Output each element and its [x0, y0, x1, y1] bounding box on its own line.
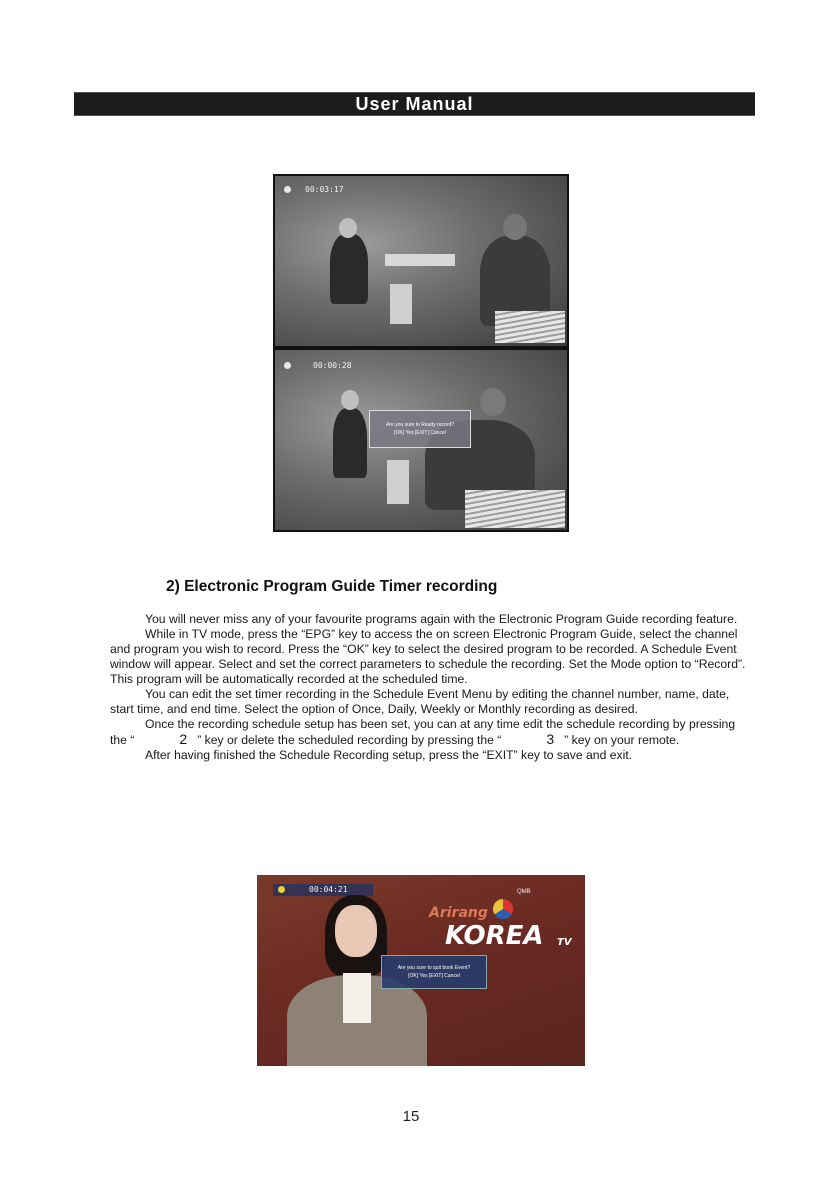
tv-screenshot-bottom — [257, 875, 585, 1066]
header-title: User Manual — [355, 93, 474, 114]
record-indicator-icon — [284, 362, 291, 369]
quit-event-dialog — [381, 955, 487, 989]
seated-man-left — [330, 234, 368, 304]
paragraph-5: After having finished the Schedule Recording setup, press the “EXIT” key to save and exit. — [145, 748, 633, 762]
tv-screenshot-middle — [273, 348, 569, 532]
seated-man-right-head — [480, 388, 506, 416]
paper-pile — [465, 490, 565, 528]
presenter-shirt — [343, 973, 371, 1023]
timecode-middle: 00:00:28 — [313, 361, 352, 370]
stool — [390, 284, 412, 324]
record-indicator-icon — [284, 186, 291, 193]
paragraph-1: You will never miss any of your favourite programs again with the Electronic Program Guide recording feature. — [145, 612, 738, 626]
page-number: 15 — [402, 1108, 420, 1125]
paragraph-4 — [110, 717, 750, 748]
logo-korea-text: KOREA — [445, 921, 544, 951]
seated-man-left — [333, 408, 367, 478]
paragraph-4-part-a: Once the recording schedule setup has been set, you can at any time edit the schedule recording by pressing the “ — [110, 717, 736, 747]
tv-screenshot-top — [273, 174, 569, 348]
seated-man-right-head — [503, 214, 527, 240]
paragraph-4-part-c: ” key on your remote. — [564, 733, 680, 747]
stool — [387, 460, 409, 504]
timecode-top: 00:03:17 — [305, 185, 344, 194]
logo-tv-text: TV — [557, 937, 572, 948]
seated-man-left-head — [341, 390, 359, 410]
dialog-line-2: [OK] Yes [EXIT] Cancel — [408, 973, 460, 979]
seated-man-left-head — [339, 218, 357, 238]
timecode-bottom: 00:04:21 — [309, 885, 348, 894]
paragraph-4-part-b: ” key or delete the scheduled recording by pressing the “ — [197, 733, 502, 747]
logo-swirl-icon — [493, 899, 513, 919]
channel-badge: QMB — [517, 889, 531, 895]
dialog-line-2: [OK] Yes [EXIT] Cancel — [394, 430, 446, 436]
section-heading: 2) Electronic Program Guide Timer recording — [166, 578, 498, 595]
logo-arirang-text: Arirang — [429, 905, 488, 921]
delete-key-number: 3 — [546, 731, 555, 747]
header-bar — [74, 92, 755, 116]
record-confirm-dialog — [369, 410, 471, 448]
presenter-face — [335, 905, 377, 957]
dialog-line-1: Are you sure to quit book Event? — [397, 965, 471, 971]
table — [385, 254, 455, 266]
record-indicator-icon — [278, 886, 285, 893]
body-text — [110, 612, 750, 763]
dialog-line-1: Are you sure to Ready record? — [385, 422, 455, 428]
edit-key-number: 2 — [179, 731, 188, 747]
paragraph-2: While in TV mode, press the “EPG” key to access the on screen Electronic Program Guide, select the channel and program you wish to record. Press the “OK” key to select the desired program to be recorded. A Schedule Event window will appear. Select and set the correct parameters to schedule the recording. Set the Mode option to “Record”. This program will be automatically recorded at the scheduled time. — [110, 627, 746, 686]
paragraph-3: You can edit the set timer recording in the Schedule Event Menu by editing the channel number, name, date, start time, and end time. Select the option of Once, Daily, Weekly or Monthly recording as desired. — [110, 687, 730, 716]
paper-pile — [495, 311, 565, 343]
